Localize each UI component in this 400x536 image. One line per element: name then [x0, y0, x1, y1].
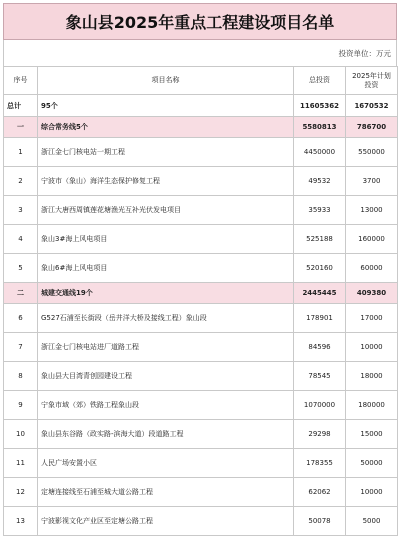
row-name: 象山县大目湾青创园建设工程 [38, 362, 294, 391]
total-row [4, 95, 398, 117]
row-name: 浙江金七门核电站一期工程 [38, 138, 294, 167]
row-annual: 180000 [346, 391, 398, 420]
category-name: 城建交通线19个 [38, 283, 294, 304]
row-seq: 6 [4, 304, 38, 333]
row-total: 4450000 [294, 138, 346, 167]
header-annual-line2: 投资 [364, 80, 379, 89]
table-row [4, 478, 398, 507]
unit-note: 投资单位：万元 [338, 48, 391, 58]
category-name: 综合常务线5个 [38, 117, 294, 138]
row-name: 象山3#海上风电项目 [38, 225, 294, 254]
category-annual: 786700 [346, 117, 398, 138]
header-total: 总投资 [294, 67, 346, 95]
table-row [4, 362, 398, 391]
row-name: 定塘连接线至石浦至城大道公路工程 [38, 478, 294, 507]
row-total: 178355 [294, 449, 346, 478]
total-annual: 1670532 [346, 95, 398, 117]
row-total: 178901 [294, 304, 346, 333]
row-total: 49532 [294, 167, 346, 196]
row-name: G527石浦至长街段（岳井洋大桥及接线工程）象山段 [38, 304, 294, 333]
row-seq: 1 [4, 138, 38, 167]
row-annual: 50000 [346, 449, 398, 478]
row-seq: 12 [4, 478, 38, 507]
row-name: 浙江金七门核电站进厂道路工程 [38, 333, 294, 362]
table-row [4, 138, 398, 167]
row-seq: 7 [4, 333, 38, 362]
row-annual: 550000 [346, 138, 398, 167]
row-name: 象山6#海上风电项目 [38, 254, 294, 283]
table-row [4, 507, 398, 536]
row-total: 50078 [294, 507, 346, 536]
row-name: 宁波市（象山）海洋生态保护修复工程 [38, 167, 294, 196]
category-row [4, 283, 398, 304]
total-name: 95个 [38, 95, 294, 117]
header-annual [346, 67, 398, 95]
project-table [3, 66, 398, 536]
row-seq: 3 [4, 196, 38, 225]
category-annual: 409380 [346, 283, 398, 304]
row-seq: 10 [4, 420, 38, 449]
row-total: 35933 [294, 196, 346, 225]
row-annual: 15000 [346, 420, 398, 449]
table-row [4, 333, 398, 362]
category-row [4, 117, 398, 138]
row-name: 人民广场安置小区 [38, 449, 294, 478]
row-total: 525188 [294, 225, 346, 254]
category-seq: 二 [4, 283, 38, 304]
table-row [4, 225, 398, 254]
row-total: 78545 [294, 362, 346, 391]
header-annual-line1: 2025年计划 [352, 71, 391, 80]
row-name: 宁波影视文化产业区至定塘公路工程 [38, 507, 294, 536]
table-row [4, 420, 398, 449]
unit-note-row [3, 40, 397, 66]
total-invest: 11605362 [294, 95, 346, 117]
row-name: 宁象市域（郊）铁路工程象山段 [38, 391, 294, 420]
row-seq: 13 [4, 507, 38, 536]
row-total: 29298 [294, 420, 346, 449]
table-header-row [4, 67, 398, 95]
table-row [4, 167, 398, 196]
page-title: 象山县2025年重点工程建设项目名单 [3, 3, 397, 40]
row-annual: 13000 [346, 196, 398, 225]
row-seq: 4 [4, 225, 38, 254]
row-seq: 11 [4, 449, 38, 478]
category-total: 2445445 [294, 283, 346, 304]
table-row [4, 449, 398, 478]
table-row [4, 391, 398, 420]
row-name: 浙江大唐西周镇莲花塘渔光互补光伏发电项目 [38, 196, 294, 225]
row-annual: 5000 [346, 507, 398, 536]
row-name: 象山县东谷路（政实路-滨海大道）段道路工程 [38, 420, 294, 449]
row-annual: 18000 [346, 362, 398, 391]
row-annual: 160000 [346, 225, 398, 254]
row-annual: 10000 [346, 333, 398, 362]
category-seq: 一 [4, 117, 38, 138]
category-total: 5580813 [294, 117, 346, 138]
row-total: 84596 [294, 333, 346, 362]
row-seq: 8 [4, 362, 38, 391]
row-total: 1070000 [294, 391, 346, 420]
row-seq: 5 [4, 254, 38, 283]
table-row [4, 304, 398, 333]
header-name: 项目名称 [38, 67, 294, 95]
table-row [4, 254, 398, 283]
row-annual: 60000 [346, 254, 398, 283]
row-annual: 10000 [346, 478, 398, 507]
row-seq: 9 [4, 391, 38, 420]
row-seq: 2 [4, 167, 38, 196]
total-label: 总计 [4, 95, 38, 117]
header-seq: 序号 [4, 67, 38, 95]
row-annual: 17000 [346, 304, 398, 333]
row-annual: 3700 [346, 167, 398, 196]
row-total: 520160 [294, 254, 346, 283]
row-total: 62062 [294, 478, 346, 507]
table-row [4, 196, 398, 225]
